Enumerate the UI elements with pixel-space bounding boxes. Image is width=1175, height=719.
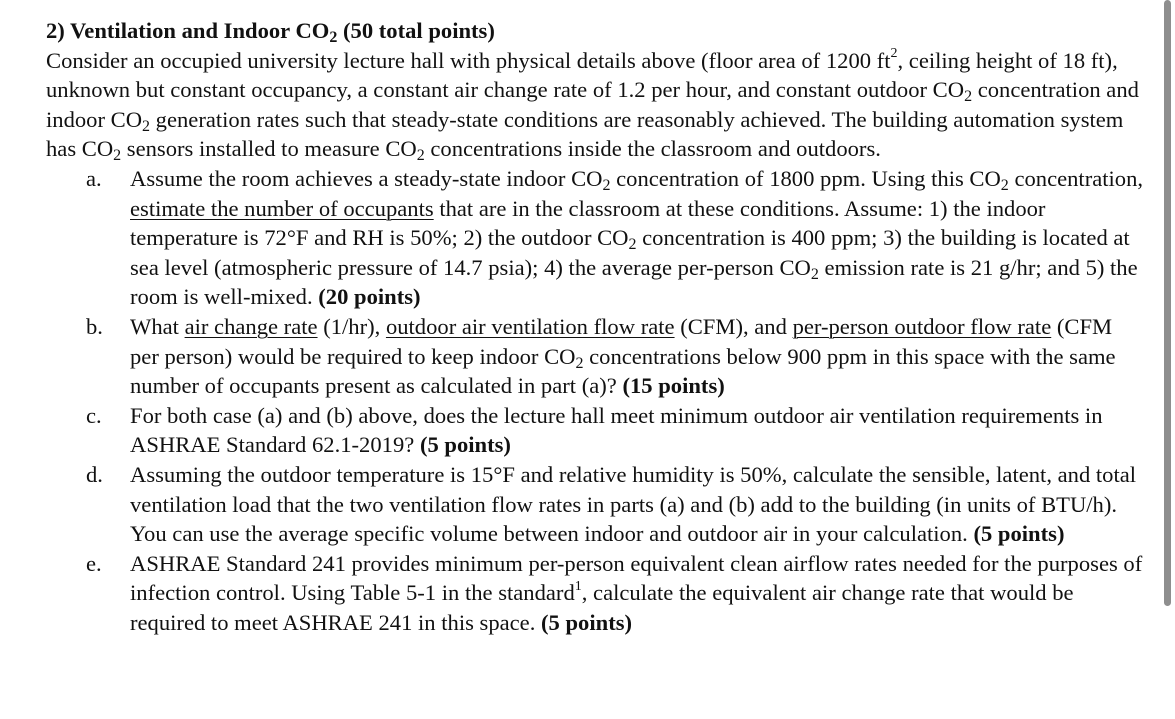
part-marker: b. bbox=[86, 313, 103, 339]
part-text: concentrations below 900 ppm in this space with the same number of occupants present as calculated in part (a)? bbox=[130, 343, 1116, 399]
part-e bbox=[46, 549, 1146, 638]
intro-text: concentration and indoor CO bbox=[46, 77, 1139, 132]
part-text: (CFM), and bbox=[674, 313, 793, 339]
question-parts-list bbox=[46, 164, 1146, 638]
part-a bbox=[46, 164, 1146, 312]
part-marker: d. bbox=[86, 461, 103, 487]
intro-subscript: 2 bbox=[416, 147, 425, 165]
part-text: concentration is 400 ppm; 3) the building is located at sea level (atmospheric pressure of 14.7 psia); 4) the average per-person CO bbox=[130, 225, 1130, 280]
intro-superscript: 2 bbox=[890, 46, 898, 62]
part-text: Assuming the outdoor temperature is 15°F and relative humidity is 50%, calculate the sensible, latent, and total ventilation load that the two ventilation flow rates in parts (a) and (b) add to the building (in units of BTU/h). You can use the average specific volume between indoor and outdoor air in your calculation. bbox=[130, 461, 1137, 547]
intro-text: , ceiling height of 18 ft), unknown but constant occupancy, a constant air change rate of 1.2 per hour, and constant outdoor CO bbox=[46, 47, 1118, 103]
part-c bbox=[46, 401, 1146, 460]
part-subscript: 2 bbox=[602, 176, 611, 194]
title-text: 2) Ventilation and Indoor CO bbox=[46, 18, 330, 43]
part-text: concentration, bbox=[1008, 165, 1144, 191]
part-text: (1/hr), bbox=[317, 313, 386, 339]
points-label: (5 points) bbox=[419, 432, 511, 458]
title-subscript: 2 bbox=[329, 29, 338, 46]
document-page bbox=[46, 16, 1146, 637]
part-marker: c. bbox=[86, 402, 102, 428]
part-subscript: 2 bbox=[575, 354, 584, 372]
part-subscript: 2 bbox=[628, 236, 637, 254]
question-intro bbox=[46, 46, 1146, 164]
underlined-task: estimate the number of occupants bbox=[130, 195, 434, 221]
part-subscript: 2 bbox=[1000, 176, 1009, 194]
intro-text: generation rates such that steady-state conditions are reasonably achieved. The building automation system has CO bbox=[46, 106, 1124, 162]
part-text: For both case (a) and (b) above, does the lecture hall meet minimum outdoor air ventilation requirements in ASHRAE Standard 62.1-2019? bbox=[130, 402, 1103, 458]
part-text: concentration of 1800 ppm. Using this CO bbox=[610, 165, 1001, 191]
points-label: (5 points) bbox=[973, 521, 1065, 547]
underlined-task: outdoor air ventilation flow rate bbox=[385, 313, 675, 339]
points-label: (15 points) bbox=[622, 373, 725, 399]
intro-subscript: 2 bbox=[142, 117, 151, 135]
points-label: (5 points) bbox=[541, 609, 633, 635]
part-d bbox=[46, 460, 1146, 549]
vertical-scrollbar[interactable] bbox=[1164, 0, 1171, 606]
part-marker: e. bbox=[86, 550, 102, 576]
part-b bbox=[46, 312, 1146, 401]
part-text: Assume the room achieves a steady-state indoor CO bbox=[130, 165, 603, 191]
part-marker: a. bbox=[86, 165, 102, 191]
intro-text: concentrations inside the classroom and outdoors. bbox=[424, 136, 881, 162]
part-text: that are in the classroom at these conditions. Assume: 1) the indoor temperature is 72°F and RH is 50%; 2) the outdoor CO bbox=[130, 195, 1046, 251]
title-points: (50 total points) bbox=[337, 18, 495, 43]
intro-text: sensors installed to measure CO bbox=[121, 136, 417, 162]
part-subscript: 2 bbox=[810, 265, 819, 283]
question-title bbox=[46, 16, 1146, 46]
underlined-task: per-person outdoor flow rate bbox=[792, 313, 1052, 339]
points-label: (20 points) bbox=[318, 284, 421, 310]
intro-subscript: 2 bbox=[964, 88, 973, 106]
part-text: emission rate is 21 g/hr; and 5) the room is well-mixed. bbox=[130, 254, 1138, 310]
intro-subscript: 2 bbox=[113, 147, 122, 165]
part-text: ASHRAE Standard 241 provides minimum per-person equivalent clean airflow rates needed for the purposes of infection control. Using Table 5-1 in the standard bbox=[130, 550, 1143, 606]
part-text: What bbox=[130, 313, 185, 339]
footnote-marker: 1 bbox=[574, 578, 582, 594]
part-text: , calculate the equivalent air change rate that would be required to meet ASHRAE 241 in this space. bbox=[130, 580, 1074, 635]
part-text: (CFM per person) would be required to keep indoor CO bbox=[130, 313, 1113, 369]
underlined-task: air change rate bbox=[184, 313, 318, 339]
intro-text: Consider an occupied university lecture hall with physical details above (floor area of 1200 ft bbox=[46, 47, 891, 73]
